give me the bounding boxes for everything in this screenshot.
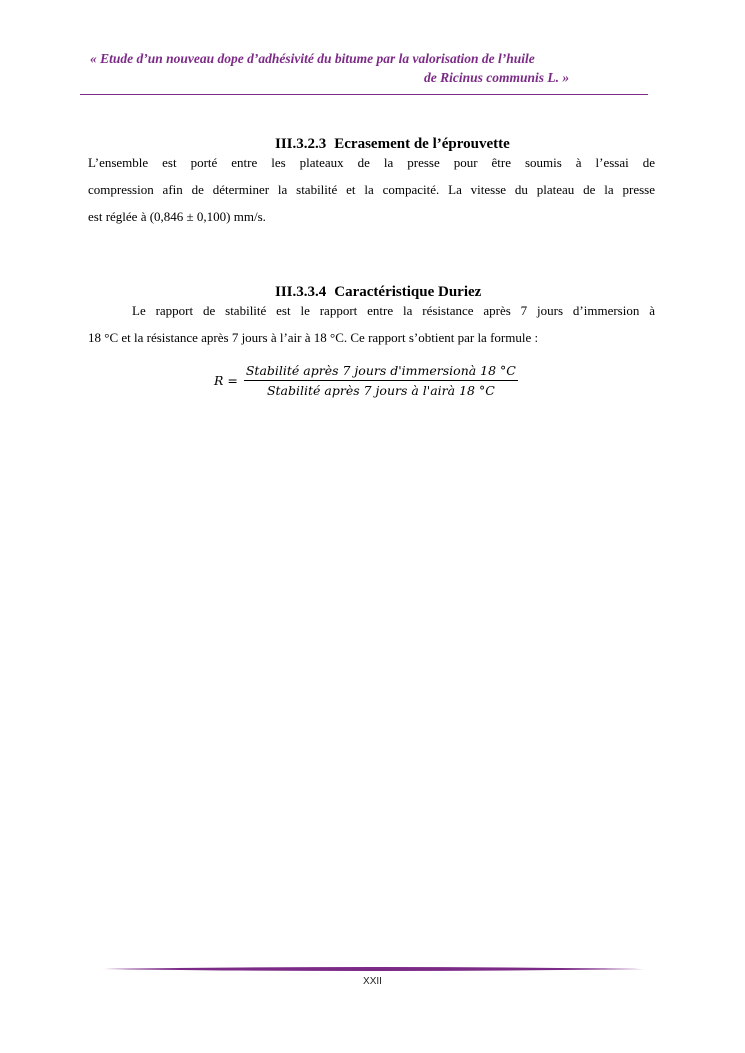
paragraph-line: compression afin de déterminer la stabilité et la compacité. La vitesse du plateau de la presse [88,182,655,197]
section-heading-ecrasement [275,136,510,153]
paragraph-line: L’ensemble est porté entre les plateaux de la presse pour être soumis à l’essai de [88,155,655,170]
formula-fraction [244,363,518,398]
paragraph-line: 18 °C et la résistance après 7 jours à l’air à 18 °C. Ce rapport s’obtient par la formule : [88,330,539,345]
section-number: III.3.2.3 [275,136,327,152]
running-header [80,46,648,95]
paragraph-line: Le rapport de stabilité est le rapport entre la résistance après 7 jours d’immersion à [132,303,655,318]
section-number: III.3.3.4 [275,284,327,300]
paragraph-line: est réglée à (0,846 ± 0,100) mm/s. [88,209,266,224]
section-heading-duriez [275,284,481,301]
formula-denominator: Stabilité après 7 jours à l'airà 18 °C [266,383,495,398]
formula-numerator: Stabilité après 7 jours d'immersionà 18 °C [245,363,516,378]
page-number: XXII [363,976,382,987]
header-title-line-2: de Ricinus communis L. » [424,70,570,85]
duriez-formula [214,363,518,398]
section-title: Caractéristique Duriez [334,284,482,300]
header-title-line-1: « Etude d’un nouveau dope d’adhésivité du bitume par la valorisation de l’huile [90,51,535,66]
footer-decorative-rule [104,966,644,972]
section-title: Ecrasement de l’éprouvette [334,136,510,152]
formula-lhs: R = [214,373,238,388]
